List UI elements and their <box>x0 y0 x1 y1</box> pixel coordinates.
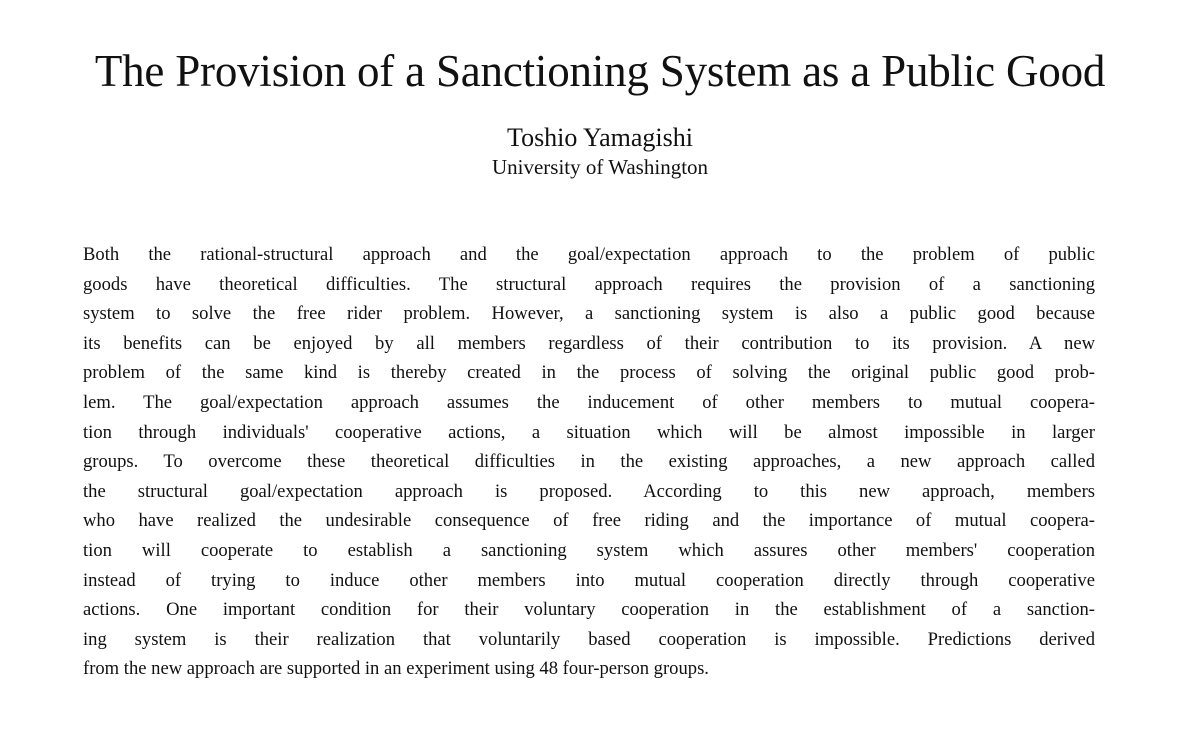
abstract-line: actions. One important condition for their voluntary cooperation in the establishment of a sanction- <box>83 599 1095 621</box>
abstract-line: Both the rational-structural approach and the goal/expectation approach to the problem of public <box>83 244 1095 265</box>
author-affiliation: University of Washington <box>491 155 709 179</box>
abstract <box>83 240 1095 684</box>
abstract-line: lem. The goal/expectation approach assumes the inducement of other members to mutual coopera- <box>83 391 1095 413</box>
abstract-line: groups. To overcome these theoretical difficulties in the existing approaches, a new approach called <box>83 451 1095 473</box>
abstract-line: goods have theoretical difficulties. The structural approach requires the provision of a sanctioning <box>83 273 1095 295</box>
abstract-line: who have realized the undesirable consequence of free riding and the importance of mutual coopera- <box>83 510 1095 532</box>
author-name: Toshio Yamagishi <box>507 123 693 152</box>
paper-title: The Provision of a Sanctioning System as a Public Good <box>94 46 1106 97</box>
abstract-line: the structural goal/expectation approach is proposed. According to this new approach, members <box>83 480 1095 502</box>
byline <box>0 122 1200 180</box>
abstract-line: tion through individuals' cooperative actions, a situation which will be almost impossible in larger <box>83 421 1095 443</box>
abstract-line: instead of trying to induce other members into mutual cooperation directly through cooperative <box>83 569 1095 591</box>
abstract-line: its benefits can be enjoyed by all members regardless of their contribution to its provision. A new <box>83 332 1095 354</box>
abstract-line: system to solve the free rider problem. However, a sanctioning system is also a public good because <box>83 303 1095 325</box>
abstract-line: from the new approach are supported in an experiment using 48 four-person groups. <box>83 658 709 680</box>
abstract-line: problem of the same kind is thereby created in the process of solving the original public good prob- <box>83 362 1095 384</box>
abstract-line: ing system is their realization that voluntarily based cooperation is impossible. Predictions derived <box>83 628 1095 650</box>
abstract-line: tion will cooperate to establish a sanctioning system which assures other members' cooperation <box>83 539 1095 561</box>
